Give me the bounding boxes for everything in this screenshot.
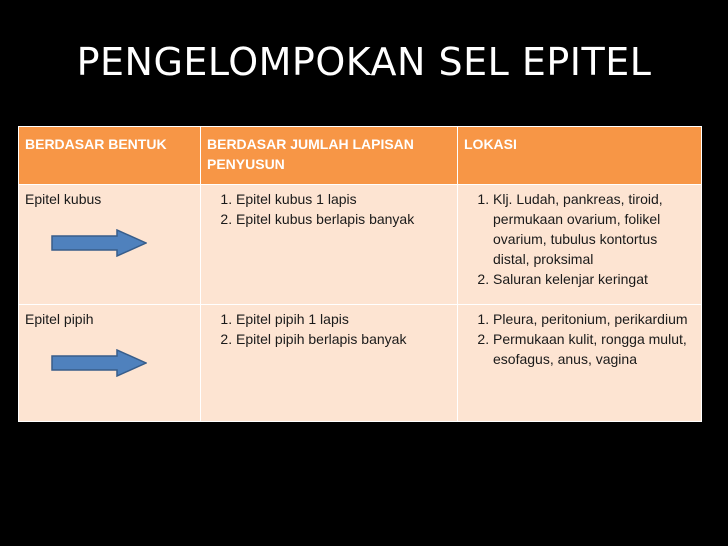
lokasi-list <box>464 189 695 289</box>
table-header-row <box>19 127 702 185</box>
epitel-table <box>18 126 702 422</box>
header-lokasi: LOKASI <box>458 127 702 185</box>
jumlah-lapisan-list <box>207 309 451 349</box>
cell-lokasi <box>458 305 702 422</box>
list-item: 1. Epitel pipih 1 lapis <box>236 309 451 329</box>
slide-title: PENGELOMPOKAN SEL EPITEL <box>76 40 652 84</box>
list-item: 2. Epitel pipih berlapis banyak <box>236 329 451 349</box>
bentuk-label: Epitel pipih <box>25 311 94 327</box>
cell-jumlah-lapisan <box>201 185 458 305</box>
cell-bentuk <box>19 185 201 305</box>
right-arrow-icon <box>51 349 147 377</box>
header-jumlah-lapisan: BERDASAR JUMLAH LAPISAN PENYUSUN <box>201 127 458 185</box>
cell-bentuk <box>19 305 201 422</box>
list-item: 2. Epitel kubus berlapis banyak <box>236 209 451 229</box>
list-item: 2. Permukaan kulit, rongga mulut, esofagus, anus, vagina <box>493 329 695 369</box>
jumlah-lapisan-list <box>207 189 451 229</box>
list-item: 1. Klj. Ludah, pankreas, tiroid, permukaan ovarium, folikel ovarium, tubulus kontortus distal, proksimal <box>493 189 695 269</box>
cell-lokasi <box>458 185 702 305</box>
bentuk-label: Epitel kubus <box>25 191 102 207</box>
table-row <box>19 305 702 422</box>
cell-jumlah-lapisan <box>201 305 458 422</box>
lokasi-list <box>464 309 695 369</box>
right-arrow-icon <box>51 229 147 257</box>
table-row <box>19 185 702 305</box>
list-item: 1. Epitel kubus 1 lapis <box>236 189 451 209</box>
header-berdasar-bentuk: BERDASAR BENTUK <box>19 127 201 185</box>
list-item: 2. Saluran kelenjar keringat <box>493 269 695 289</box>
list-item: 1. Pleura, peritonium, perikardium <box>493 309 695 329</box>
